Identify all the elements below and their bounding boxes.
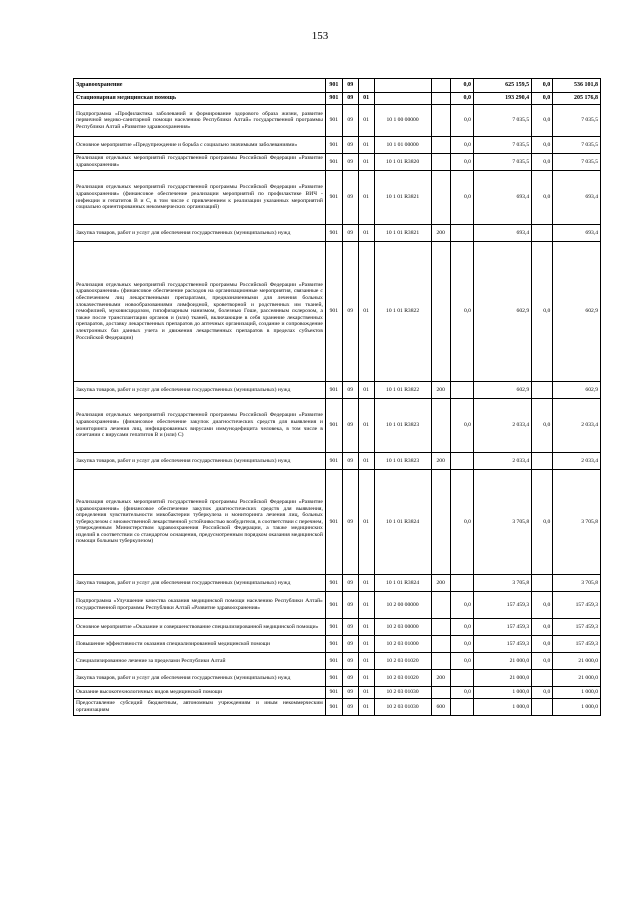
amount-2: 3 705,8	[473, 470, 531, 575]
table-row	[74, 653, 601, 670]
subsection-code: 01	[358, 636, 374, 653]
target-article-code: 10 2 03 01030	[374, 699, 431, 716]
amount-4: 602,9	[553, 242, 601, 382]
section-code: 09	[342, 137, 358, 154]
grbs-code: 901	[325, 171, 342, 225]
expense-type-code	[431, 137, 450, 154]
target-article-code: 10 1 01 R3824	[374, 470, 431, 575]
grbs-code: 901	[325, 670, 342, 687]
table-row	[74, 470, 601, 575]
amount-1: 0,0	[450, 105, 473, 137]
subsection-code: 01	[358, 687, 374, 699]
row-name: Реализация отдельных мероприятий государственной программы Российской Федерации «Развитие здравоохранения»	[74, 154, 326, 171]
row-name: Закупка товаров, работ и услуг для обеспечения государственных (муниципальных) нужд	[74, 575, 326, 592]
amount-3: 0,0	[532, 470, 553, 575]
expense-type-code	[431, 592, 450, 619]
amount-2: 2 033,4	[473, 453, 531, 470]
target-article-code: 10 1 01 R3821	[374, 171, 431, 225]
section-code: 09	[342, 105, 358, 137]
table-row	[74, 242, 601, 382]
row-name: Специализированное лечение за пределами Республики Алтай	[74, 653, 326, 670]
row-name: Подпрограмма «Улучшение качества оказания медицинской помощи населению Республики Алтай» государственной программы Республики Алтай «Развитие здравоохранения»	[74, 592, 326, 619]
subsection-code: 01	[358, 470, 374, 575]
section-code: 09	[342, 154, 358, 171]
amount-4: 693,4	[553, 225, 601, 242]
expense-type-code	[431, 470, 450, 575]
amount-1	[450, 382, 473, 399]
section-code: 09	[342, 592, 358, 619]
amount-1: 0,0	[450, 242, 473, 382]
section-code: 09	[342, 399, 358, 453]
table-row	[74, 619, 601, 636]
amount-1: 0,0	[450, 93, 473, 105]
amount-4: 1 000,0	[553, 699, 601, 716]
amount-2: 157 459,3	[473, 592, 531, 619]
expense-type-code	[431, 93, 450, 105]
table-row	[74, 154, 601, 171]
amount-1	[450, 699, 473, 716]
amount-3: 0,0	[532, 242, 553, 382]
grbs-code: 901	[325, 619, 342, 636]
grbs-code: 901	[325, 225, 342, 242]
target-article-code: 10 1 01 00000	[374, 137, 431, 154]
amount-1	[450, 575, 473, 592]
amount-2: 693,4	[473, 171, 531, 225]
amount-1: 0,0	[450, 171, 473, 225]
row-name: Реализация отдельных мероприятий государственной программы Российской Федерации «Развитие здравоохранения» (финансовое обеспечение реализации мероприятий по профилактике ВИЧ - инфекции и гепатитов В и С, в том числе с привлечением к реализации указанных мероприятий социально ориентированных некоммерческих организаций)	[74, 171, 326, 225]
row-name: Реализация отдельных мероприятий государственной программы Российской Федерации «Развитие здравоохранения» (финансовое обеспечение закупок диагностических средств для выявления, определения чувствительности микобактерии туберкулеза и мониторинга лечения лиц, больных туберкулезом с множественной лекарственной устойчивостью возбудителя, в соответствии с перечнем, утвержденным Министерством здравоохранения Российской Федерации, а также медицинских изделий в соответствии со стандартом оснащения, предусмотренным порядком оказания медицинской помощи больным туберкулезом)	[74, 470, 326, 575]
amount-3: 0,0	[532, 137, 553, 154]
table-row	[74, 105, 601, 137]
amount-4: 693,4	[553, 171, 601, 225]
row-name: Закупка товаров, работ и услуг для обеспечения государственных (муниципальных) нужд	[74, 670, 326, 687]
grbs-code: 901	[325, 105, 342, 137]
expense-type-code	[431, 399, 450, 453]
amount-3	[532, 453, 553, 470]
subsection-code: 01	[358, 154, 374, 171]
subsection-code: 01	[358, 171, 374, 225]
subsection-code: 01	[358, 592, 374, 619]
row-name: Основное мероприятие «Предупреждение и борьба с социально значимыми заболеваниями»	[74, 137, 326, 154]
row-name: Закупка товаров, работ и услуг для обеспечения государственных (муниципальных) нужд	[74, 453, 326, 470]
target-article-code: 10 1 01 R3822	[374, 382, 431, 399]
subsection-code: 01	[358, 382, 374, 399]
amount-4: 157 459,3	[553, 636, 601, 653]
expense-type-code	[431, 687, 450, 699]
section-code: 09	[342, 699, 358, 716]
grbs-code: 901	[325, 382, 342, 399]
amount-4: 7 035,5	[553, 105, 601, 137]
expense-type-code	[431, 105, 450, 137]
section-code: 09	[342, 653, 358, 670]
target-article-code: 10 1 00 00000	[374, 105, 431, 137]
table-row	[74, 171, 601, 225]
subsection-code: 01	[358, 670, 374, 687]
table-row	[74, 137, 601, 154]
target-article-code: 10 2 03 01000	[374, 636, 431, 653]
amount-2: 1 000,0	[473, 687, 531, 699]
section-code: 09	[342, 453, 358, 470]
target-article-code: 10 2 03 01030	[374, 687, 431, 699]
amount-3: 0,0	[532, 687, 553, 699]
subsection-code: 01	[358, 619, 374, 636]
amount-4: 21 000,0	[553, 670, 601, 687]
target-article-code: 10 2 03 01020	[374, 653, 431, 670]
amount-2: 3 705,8	[473, 575, 531, 592]
section-code: 09	[342, 575, 358, 592]
table-row	[74, 687, 601, 699]
grbs-code: 901	[325, 470, 342, 575]
amount-4: 602,9	[553, 382, 601, 399]
section-code: 09	[342, 687, 358, 699]
grbs-code: 901	[325, 93, 342, 105]
amount-1: 0,0	[450, 592, 473, 619]
subsection-code: 01	[358, 653, 374, 670]
amount-2: 7 035,5	[473, 137, 531, 154]
amount-3	[532, 670, 553, 687]
subsection-code	[358, 79, 374, 93]
amount-4: 3 705,8	[553, 575, 601, 592]
target-article-code: 10 2 03 00000	[374, 619, 431, 636]
amount-1	[450, 670, 473, 687]
row-name: Повышение эффективности оказания специализированной медицинской помощи	[74, 636, 326, 653]
amount-3: 0,0	[532, 399, 553, 453]
row-name: Оказание высокотехнологичных видов медицинской помощи	[74, 687, 326, 699]
target-article-code: 10 1 01 R3822	[374, 242, 431, 382]
target-article-code	[374, 93, 431, 105]
row-name: Здравоохранение	[74, 79, 326, 93]
amount-1	[450, 225, 473, 242]
expense-type-code: 200	[431, 225, 450, 242]
expense-type-code: 200	[431, 575, 450, 592]
amount-3: 0,0	[532, 79, 553, 93]
subsection-code: 01	[358, 699, 374, 716]
amount-3	[532, 382, 553, 399]
expense-type-code: 200	[431, 670, 450, 687]
page-number: 153	[311, 30, 329, 42]
section-code: 09	[342, 79, 358, 93]
amount-3	[532, 575, 553, 592]
subsection-code: 01	[358, 399, 374, 453]
grbs-code: 901	[325, 154, 342, 171]
expense-type-code	[431, 242, 450, 382]
grbs-code: 901	[325, 699, 342, 716]
table-row	[74, 699, 601, 716]
amount-4: 157 459,3	[553, 619, 601, 636]
grbs-code: 901	[325, 137, 342, 154]
target-article-code: 10 1 01 R3824	[374, 575, 431, 592]
table-row	[74, 636, 601, 653]
amount-1: 0,0	[450, 653, 473, 670]
section-code: 09	[342, 225, 358, 242]
amount-2: 193 290,4	[473, 93, 531, 105]
amount-4: 536 101,8	[553, 79, 601, 93]
amount-2: 625 159,5	[473, 79, 531, 93]
amount-3: 0,0	[532, 154, 553, 171]
amount-4: 3 705,8	[553, 470, 601, 575]
amount-4: 2 033,4	[553, 399, 601, 453]
amount-2: 602,9	[473, 242, 531, 382]
amount-2: 693,4	[473, 225, 531, 242]
expense-type-code	[431, 154, 450, 171]
amount-4: 2 033,4	[553, 453, 601, 470]
row-name: Закупка товаров, работ и услуг для обеспечения государственных (муниципальных) нужд	[74, 382, 326, 399]
grbs-code: 901	[325, 242, 342, 382]
row-name: Предоставление субсидий бюджетным, автономным учреждениям и иным некоммерческим организациям	[74, 699, 326, 716]
table-row	[74, 93, 601, 105]
row-name: Основное мероприятие «Оказание и совершенствование специализированной медицинской помощи»	[74, 619, 326, 636]
section-code: 09	[342, 242, 358, 382]
amount-1: 0,0	[450, 137, 473, 154]
table-row	[74, 382, 601, 399]
grbs-code: 901	[325, 575, 342, 592]
expense-type-code	[431, 636, 450, 653]
amount-2: 157 459,3	[473, 636, 531, 653]
grbs-code: 901	[325, 79, 342, 93]
table-row	[74, 225, 601, 242]
amount-1: 0,0	[450, 154, 473, 171]
section-code: 09	[342, 470, 358, 575]
target-article-code	[374, 79, 431, 93]
amount-1: 0,0	[450, 470, 473, 575]
grbs-code: 901	[325, 592, 342, 619]
amount-4: 21 000,0	[553, 653, 601, 670]
grbs-code: 901	[325, 687, 342, 699]
row-name: Закупка товаров, работ и услуг для обеспечения государственных (муниципальных) нужд	[74, 225, 326, 242]
section-code: 09	[342, 171, 358, 225]
amount-3: 0,0	[532, 653, 553, 670]
expense-type-code	[431, 171, 450, 225]
amount-3	[532, 225, 553, 242]
subsection-code: 01	[358, 242, 374, 382]
table-row	[74, 399, 601, 453]
amount-2: 1 000,0	[473, 699, 531, 716]
subsection-code: 01	[358, 225, 374, 242]
table-row	[74, 79, 601, 93]
grbs-code: 901	[325, 399, 342, 453]
amount-4: 7 035,5	[553, 137, 601, 154]
amount-4: 1 000,0	[553, 687, 601, 699]
amount-3: 0,0	[532, 93, 553, 105]
target-article-code: 10 1 01 R3823	[374, 453, 431, 470]
table-row	[74, 575, 601, 592]
amount-1	[450, 453, 473, 470]
table-row	[74, 670, 601, 687]
expense-type-code	[431, 619, 450, 636]
amount-4: 205 176,8	[553, 93, 601, 105]
table-row	[74, 453, 601, 470]
amount-1: 0,0	[450, 619, 473, 636]
amount-2: 7 035,5	[473, 105, 531, 137]
amount-1: 0,0	[450, 687, 473, 699]
row-name: Реализация отдельных мероприятий государственной программы Российской Федерации «Развитие здравоохранения» (финансовое обеспечение расходов на организационные мероприятия, связанные с обеспечением лиц лекарственными препаратами, предназначенными для лечения больных злокачественными новообразованиями лимфоидной, кроветворной и родственных им тканей, гемофилией, муковисцидозом, гипофизарным нанизмом, болезнью Гоше, рассеянным склерозом, а также после трансплантации органов и (или) тканей, включающие в себя хранение лекарственных препаратов, доставку лекарственных препаратов до аптечных организаций, создание и сопровождение электронных баз данных учета и движения лекарственных препаратов в пределах субъектов Российской Федерации)	[74, 242, 326, 382]
amount-1: 0,0	[450, 79, 473, 93]
amount-3: 0,0	[532, 619, 553, 636]
subsection-code: 01	[358, 93, 374, 105]
amount-3: 0,0	[532, 171, 553, 225]
expense-type-code: 200	[431, 382, 450, 399]
amount-2: 602,9	[473, 382, 531, 399]
subsection-code: 01	[358, 105, 374, 137]
amount-2: 157 459,3	[473, 619, 531, 636]
amount-1: 0,0	[450, 636, 473, 653]
subsection-code: 01	[358, 575, 374, 592]
amount-3: 0,0	[532, 636, 553, 653]
amount-4: 7 035,5	[553, 154, 601, 171]
budget-table	[73, 78, 601, 716]
row-name: Стационарная медицинская помощь	[74, 93, 326, 105]
section-code: 09	[342, 636, 358, 653]
row-name: Подпрограмма «Профилактика заболеваний и формирование здорового образа жизни, развитие первичной медико-санитарной помощи населению Республики Алтай» государственной программы Республики Алтай «Развитие здравоохранения»	[74, 105, 326, 137]
grbs-code: 901	[325, 653, 342, 670]
target-article-code: 10 1 01 R3820	[374, 154, 431, 171]
target-article-code: 10 2 00 00000	[374, 592, 431, 619]
expense-type-code	[431, 79, 450, 93]
grbs-code: 901	[325, 453, 342, 470]
grbs-code: 901	[325, 636, 342, 653]
table-row	[74, 592, 601, 619]
section-code: 09	[342, 670, 358, 687]
amount-1: 0,0	[450, 399, 473, 453]
amount-3: 0,0	[532, 105, 553, 137]
expense-type-code	[431, 653, 450, 670]
subsection-code: 01	[358, 453, 374, 470]
section-code: 09	[342, 93, 358, 105]
section-code: 09	[342, 382, 358, 399]
amount-2: 21 000,0	[473, 670, 531, 687]
target-article-code: 10 1 01 R3823	[374, 399, 431, 453]
amount-4: 157 459,3	[553, 592, 601, 619]
subsection-code: 01	[358, 137, 374, 154]
expense-type-code: 200	[431, 453, 450, 470]
expense-type-code: 600	[431, 699, 450, 716]
amount-3: 0,0	[532, 592, 553, 619]
amount-3	[532, 699, 553, 716]
section-code: 09	[342, 619, 358, 636]
target-article-code: 10 1 01 R3821	[374, 225, 431, 242]
target-article-code: 10 2 03 01020	[374, 670, 431, 687]
amount-2: 7 035,5	[473, 154, 531, 171]
amount-2: 21 000,0	[473, 653, 531, 670]
row-name: Реализация отдельных мероприятий государственной программы Российской Федерации «Развитие здравоохранения» (финансовое обеспечение закупок диагностических средств для выявления и мониторинга лечения лиц, инфицированных вирусами иммунодефицита человека, в том числе в сочетании с вирусами гепатитов В и (или) С)	[74, 399, 326, 453]
amount-2: 2 033,4	[473, 399, 531, 453]
